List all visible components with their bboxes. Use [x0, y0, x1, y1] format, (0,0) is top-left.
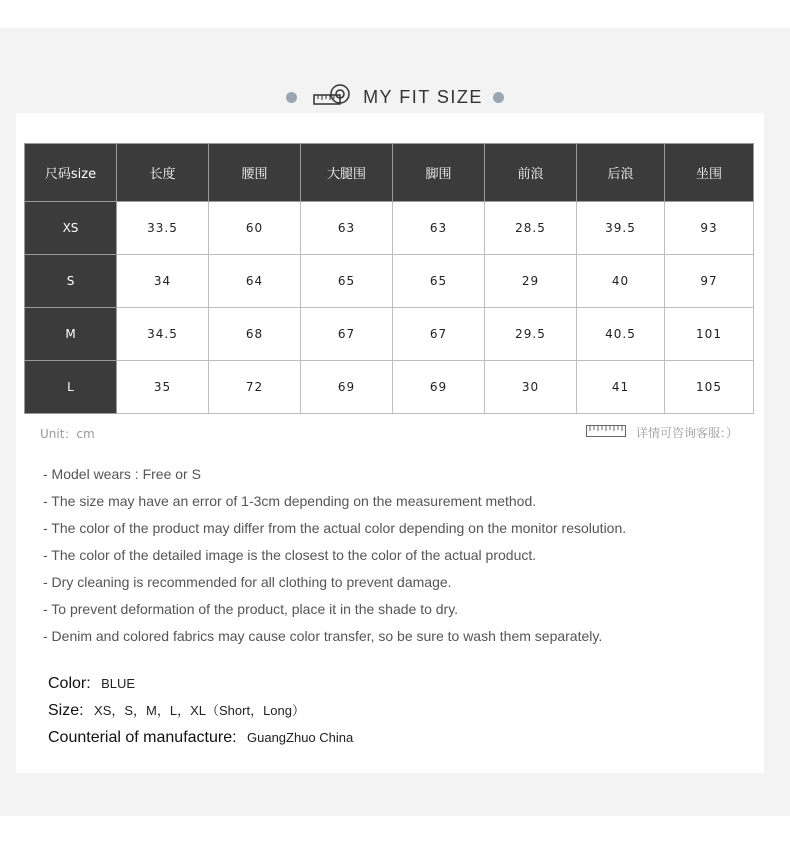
table-cell: 67	[393, 308, 485, 361]
table-cell: 39.5	[577, 202, 665, 255]
left-dot	[286, 92, 297, 103]
table-cell: 28.5	[485, 202, 577, 255]
size-label: M	[25, 308, 117, 361]
ruler-icon	[586, 425, 626, 440]
table-cell: 63	[301, 202, 393, 255]
product-specs	[48, 673, 353, 754]
table-cell: 29	[485, 255, 577, 308]
table-cell: 64	[209, 255, 301, 308]
list-item: - The size may have an error of 1-3cm depending on the measurement method.	[43, 493, 537, 509]
size-table	[24, 143, 754, 414]
table-cell: 97	[665, 255, 754, 308]
origin-row	[48, 727, 353, 754]
table-cell: 60	[209, 202, 301, 255]
column-header: 大腿围	[301, 144, 393, 202]
table-cell: 69	[393, 361, 485, 414]
measuring-tape-icon	[313, 83, 351, 111]
table-row	[25, 255, 754, 308]
column-header: 前浪	[485, 144, 577, 202]
table-cell: 69	[301, 361, 393, 414]
table-cell: 67	[301, 308, 393, 361]
color-value: BLUE	[101, 676, 136, 691]
size-value: XS，S，M，L，XL（Short，Long）	[94, 703, 305, 718]
table-cell: 93	[665, 202, 754, 255]
list-item: - The color of the detailed image is the closest to the color of the actual product.	[43, 547, 537, 563]
right-dot	[493, 92, 504, 103]
table-cell: 40.5	[577, 308, 665, 361]
color-row	[48, 673, 353, 700]
column-header: 坐围	[665, 144, 754, 202]
list-item: - Denim and colored fabrics may cause color transfer, so be sure to wash them separately.	[43, 628, 603, 644]
color-label: Color:	[48, 675, 91, 692]
care-notes	[43, 464, 626, 653]
table-cell: 68	[209, 308, 301, 361]
table-cell: 101	[665, 308, 754, 361]
table-cell: 34	[117, 255, 209, 308]
table-cell: 30	[485, 361, 577, 414]
column-header: 后浪	[577, 144, 665, 202]
column-header: 长度	[117, 144, 209, 202]
table-cell: 34.5	[117, 308, 209, 361]
detail-text: 详情可咨询客服：）	[635, 426, 738, 440]
table-cell: 40	[577, 255, 665, 308]
table-cell: 33.5	[117, 202, 209, 255]
table-cell: 41	[577, 361, 665, 414]
page-title: MY FIT SIZE	[363, 86, 483, 107]
origin-value: GuangZhuo China	[247, 730, 354, 745]
origin-label: Counterial of manufacture:	[48, 729, 237, 746]
column-header: 腰围	[209, 144, 301, 202]
size-label: L	[25, 361, 117, 414]
list-item: - To prevent deformation of the product, place it in the shade to dry.	[43, 601, 459, 617]
table-row	[25, 308, 754, 361]
table-cell: 29.5	[485, 308, 577, 361]
table-cell: 105	[665, 361, 754, 414]
column-header: 尺码size	[25, 144, 117, 202]
size-label: XS	[25, 202, 117, 255]
column-header: 脚围	[393, 144, 485, 202]
size-row	[48, 700, 353, 727]
table-row	[25, 361, 754, 414]
section-header	[0, 80, 790, 114]
table-header-row	[25, 144, 754, 202]
table-row	[25, 202, 754, 255]
detail-contact	[586, 424, 738, 441]
table-cell: 63	[393, 202, 485, 255]
unit-label: Unit：cm	[40, 427, 95, 441]
list-item: - The color of the product may differ from the actual color depending on the monitor resolution.	[43, 520, 627, 536]
table-cell: 72	[209, 361, 301, 414]
table-cell: 65	[393, 255, 485, 308]
table-cell: 65	[301, 255, 393, 308]
size-label: S	[25, 255, 117, 308]
size-label: Size:	[48, 702, 84, 719]
list-item: - Model wears : Free or S	[43, 466, 201, 482]
table-cell: 35	[117, 361, 209, 414]
list-item: - Dry cleaning is recommended for all clothing to prevent damage.	[43, 574, 452, 590]
